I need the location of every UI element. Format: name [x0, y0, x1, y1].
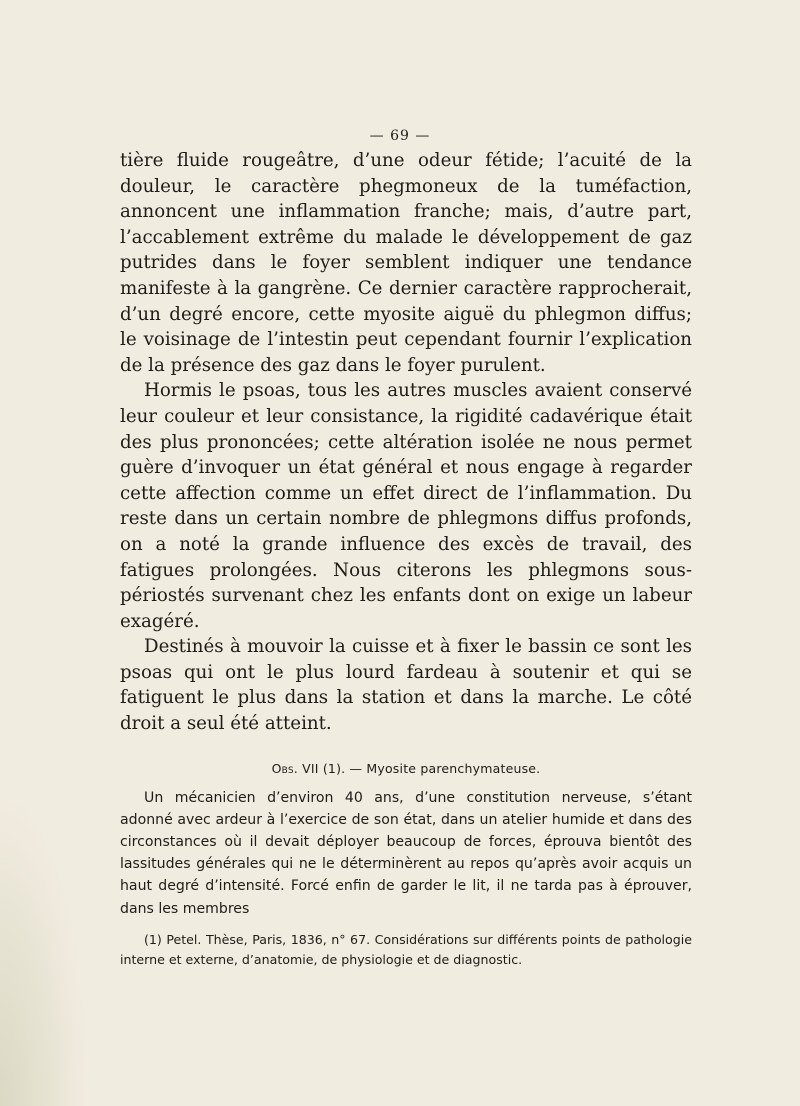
paragraph-2: Hormis le psoas, tous les autres muscles avaient conservé leur couleur et leur consistance, la rigidité cadavérique était des plus prononcées; cette altération isolée ne nous permet guère d’invoquer un état général et nous engage à regarder cette affection comme un effet direct de l’inflammation. Du reste dans un certain nombre de phlegmons diffus profonds, on a noté la grande influence des excès de travail, des fatigues prolongées. Nous citerons les phlegmons sous-périostés survenant chez les enfants dont on exige un labeur exagéré. [120, 380, 692, 632]
observation-text: Un mécanicien d’environ 40 ans, d’une constitution nerveuse, s’étant adonné avec ardeur à l’exercice de son état, dans un atelier humide et dans des circonstances où il devait déployer beaucoup de forces, éprouva bientôt des lassitudes générales qui ne le déterminèrent au repos qu’après avoir acquis un haut degré d’intensité. Forcé enfin de garder le lit, il ne tarda pas à éprouver, dans les membres [120, 789, 692, 917]
page-number: — 69 — [369, 128, 431, 144]
observation-heading [120, 759, 692, 779]
observation-title: VII (1). — Myosite parenchymateuse. [297, 760, 541, 776]
page-stain [0, 786, 90, 1106]
observation-label: Obs. [271, 760, 298, 776]
paragraph-3: Destinés à mouvoir la cuisse et à fixer le bassin ce sont les psoas qui ont le plus lourd fardeau à soutenir et qui se fatiguent le plus dans la station et dans la marche. Le côté droit a seul été atteint. [120, 636, 692, 735]
body-text [120, 148, 692, 970]
footnote: (1) Petel. Thèse, Paris, 1836, n° 67. Considérations sur différents points de pathologie interne et externe, d’anatomie, de physiologie et de diagnostic. [120, 931, 692, 967]
paragraph-1: tière fluide rougeâtre, d’une odeur fétide; l’acuité de la douleur, le caractère phegmoneux de la tuméfaction, annoncent une inflammation franche; mais, d’autre part, l’accablement extrême du malade le développement de gaz putrides dans le foyer semblent indiquer une tendance manifeste à la gangrène. Ce dernier caractère rapprocherait, d’un degré encore, cette myosite aiguë du phlegmon diffus; le voisinage de l’intestin peut cependant fournir l’explication de la présence des gaz dans le foyer purulent. [120, 150, 692, 376]
